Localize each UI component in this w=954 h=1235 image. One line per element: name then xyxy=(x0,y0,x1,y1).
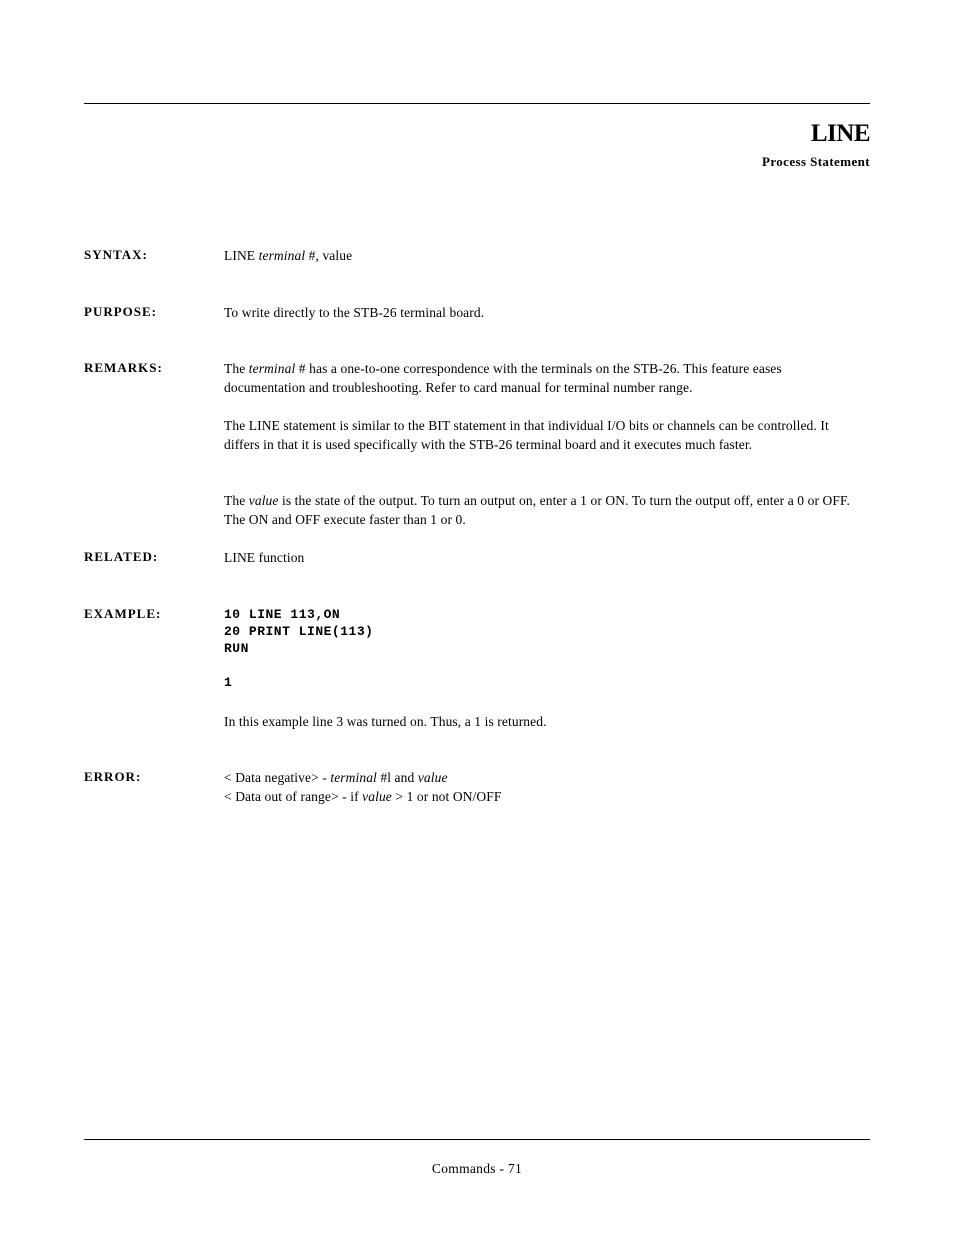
purpose-label: PURPOSE: xyxy=(84,304,157,319)
syntax-text: LINE terminal #, value xyxy=(224,248,353,263)
header-rule xyxy=(84,103,870,104)
error-line-2: < Data out of range> - if value > 1 or not ON/OFF xyxy=(224,789,502,804)
error-line-1: < Data negative> - terminal #l and value xyxy=(224,770,448,785)
purpose-text: To write directly to the STB-26 terminal board. xyxy=(224,305,485,320)
page-subtitle: Process Statement xyxy=(761,154,870,169)
footer-rule xyxy=(84,1139,870,1140)
syntax-label: SYNTAX: xyxy=(84,247,148,262)
related-label: RELATED: xyxy=(84,549,159,564)
remarks-paragraph-3: The value is the state of the output. To turn an output on, enter a 1 or ON. To turn the output off, enter a 0 or OFF. The ON and OFF execute faster than 1 or 0. xyxy=(224,493,850,527)
example-label: EXAMPLE: xyxy=(84,606,162,621)
remarks-label: REMARKS: xyxy=(84,360,163,375)
example-output: 1 xyxy=(224,675,233,690)
example-code-line-1: 10 LINE 113,ON xyxy=(224,607,341,622)
remarks-paragraph-1: The terminal # has a one-to-one correspondence with the terminals on the STB-26. This feature eases documentation and troubleshooting. Refer to card manual for terminal number range. xyxy=(224,361,782,395)
related-text: LINE function xyxy=(224,550,305,565)
example-code-line-2: 20 PRINT LINE(113) xyxy=(224,624,374,639)
page-number: Commands - 71 xyxy=(431,1161,523,1176)
remarks-paragraph-2: The LINE statement is similar to the BIT statement in that individual I/O bits or channels can be controlled. It differs in that it is used specifically with the STB-26 terminal board and it executes much faster. xyxy=(224,418,829,452)
page-title: LINE xyxy=(810,120,870,147)
error-label: ERROR: xyxy=(84,769,142,784)
example-code-line-3: RUN xyxy=(224,641,249,656)
example-note: In this example line 3 was turned on. Thus, a 1 is returned. xyxy=(224,714,547,729)
